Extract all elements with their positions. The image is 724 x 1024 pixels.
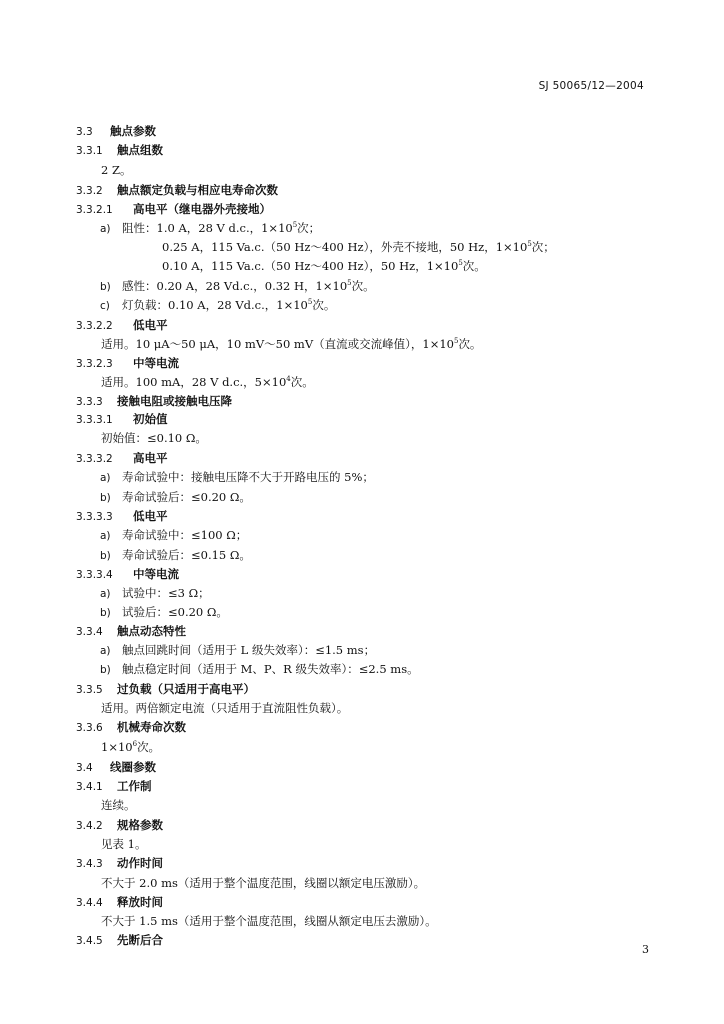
text-segment: 适用。两倍额定电流（只适用于直流阻性负载）。: [101, 701, 349, 715]
section-number: 3.4.4: [76, 897, 103, 909]
section-heading: [76, 682, 255, 697]
section-number: 3.3.3.2: [76, 453, 113, 465]
list-item: [100, 528, 247, 543]
section-number: 3.3.6: [76, 722, 103, 734]
section-heading: [76, 779, 152, 794]
section-number: 3.3.3.1: [76, 414, 113, 426]
text-segment: 感性：0.20 A，28 Vd.c.，0.32 H，1×10: [122, 279, 348, 293]
section-heading: [76, 933, 163, 948]
body-text: [101, 701, 348, 715]
text-segment: 初始值：≤0.10 Ω。: [101, 431, 207, 445]
section-heading: [76, 143, 163, 158]
list-item: [100, 221, 320, 236]
text-segment: 次。: [458, 337, 482, 351]
section-heading: [76, 818, 163, 833]
section-heading: [76, 183, 278, 198]
section-number: 3.3.5: [76, 684, 103, 696]
section-title: 释放时间: [117, 895, 163, 909]
section-number: 3.3.2: [76, 185, 103, 197]
text-segment: 连续。: [101, 798, 136, 812]
list-marker: a): [100, 588, 111, 600]
list-item: [100, 548, 251, 563]
text-segment: 次。: [351, 279, 375, 293]
exponent: 5: [453, 337, 459, 345]
list-item: [100, 298, 335, 313]
section-number: 3.3.2.3: [76, 358, 113, 370]
section-number: 3.3.4: [76, 626, 103, 638]
section-heading: [76, 760, 156, 775]
section-title: 工作制: [117, 779, 152, 793]
list-marker: b): [100, 550, 111, 562]
section-number: 3.3.3: [76, 396, 103, 408]
body-text: [101, 337, 481, 351]
text-segment: 次。: [312, 298, 336, 312]
text-segment: 2 Z。: [101, 163, 132, 177]
text-segment: 适用。10 μA～50 μA，10 mV～50 mV（直流或交流峰值），1×10: [101, 337, 454, 351]
body-text: [101, 375, 314, 389]
section-heading: [76, 318, 168, 333]
text-segment: 0.10 A，115 Va.c.（50 Hz～400 Hz），50 Hz，1×10: [162, 259, 459, 273]
section-number: 3.3.3.3: [76, 511, 113, 523]
list-marker: b): [100, 492, 111, 504]
section-heading: [76, 124, 156, 139]
section-number: 3.3.1: [76, 145, 103, 157]
list-item: [100, 586, 210, 601]
section-title: 高电平: [133, 451, 168, 465]
body-text: [101, 914, 437, 928]
section-number: 3.3.2.1: [76, 204, 113, 216]
list-marker: a): [100, 223, 111, 235]
list-marker: b): [100, 281, 111, 293]
document-header: SJ 50065/12—2004: [538, 80, 644, 92]
list-item: [100, 605, 228, 620]
text-segment: 适用。100 mA，28 V d.c.，5×10: [101, 375, 287, 389]
section-heading: [76, 356, 179, 371]
section-heading: [76, 720, 186, 735]
body-text: [101, 431, 207, 445]
section-title: 触点额定负载与相应电寿命次数: [117, 183, 278, 197]
section-title: 低电平: [133, 318, 168, 332]
section-title: 触点组数: [117, 143, 163, 157]
section-title: 机械寿命次数: [117, 720, 186, 734]
section-number: 3.3: [76, 126, 93, 138]
section-heading: [76, 451, 168, 466]
section-title: 先断后合: [117, 933, 163, 947]
text-segment: 灯负载：0.10 A，28 Vd.c.，1×10: [122, 298, 308, 312]
section-title: 高电平（继电器外壳接地）: [133, 202, 271, 216]
section-heading: [76, 412, 168, 427]
exponent: 4: [286, 375, 291, 383]
section-title: 动作时间: [117, 856, 163, 870]
text-segment: 触点回跳时间（适用于 L 级失效率）：≤1.5 ms；: [122, 643, 376, 657]
list-marker: c): [100, 300, 110, 312]
text-segment: 次。: [137, 740, 161, 754]
page-number: 3: [642, 943, 649, 956]
list-marker: a): [100, 530, 111, 542]
exponent: 5: [347, 279, 352, 287]
text-segment: 次；: [531, 240, 555, 254]
section-heading: [76, 856, 163, 871]
section-title: 触点动态特性: [117, 624, 186, 638]
section-number: 3.4.2: [76, 820, 103, 832]
text-segment: 试验中：≤3 Ω；: [122, 586, 210, 600]
body-text: [101, 837, 146, 851]
section-heading: [76, 895, 163, 910]
section-title: 初始值: [133, 412, 168, 426]
list-item: [100, 490, 251, 505]
text-segment: 次。: [290, 375, 314, 389]
text-segment: 次；: [297, 221, 321, 235]
body-text: [101, 740, 160, 754]
text-segment: 寿命试验中：≤100 Ω；: [122, 528, 248, 542]
exponent: 6: [132, 740, 138, 748]
section-number: 3.4.1: [76, 781, 103, 793]
text-segment: 1×10: [101, 740, 133, 754]
section-title: 接触电阻或接触电压降: [117, 394, 232, 408]
body-text: [101, 163, 131, 177]
exponent: 5: [292, 221, 298, 229]
section-number: 3.3.2.2: [76, 320, 113, 332]
text-segment: 不大于 1.5 ms（适用于整个温度范围，线圈从额定电压去激励）。: [101, 914, 437, 928]
list-marker: a): [100, 645, 111, 657]
list-marker: b): [100, 607, 111, 619]
list-item: [100, 279, 375, 294]
list-item: [100, 470, 374, 485]
section-heading: [76, 394, 232, 409]
section-title: 过负载（只适用于高电平）: [117, 682, 255, 696]
section-title: 低电平: [133, 509, 168, 523]
body-text: [162, 259, 486, 273]
text-segment: 触点稳定时间（适用于 M、P、R 级失效率）：≤2.5 ms。: [122, 662, 419, 676]
list-marker: a): [100, 472, 111, 484]
section-title: 规格参数: [117, 818, 163, 832]
exponent: 5: [458, 259, 463, 267]
text-segment: 不大于 2.0 ms（适用于整个温度范围，线圈以额定电压激励）。: [101, 876, 426, 890]
text-segment: 见表 1。: [101, 837, 147, 851]
list-marker: b): [100, 664, 111, 676]
body-text: [101, 798, 136, 812]
section-title: 触点参数: [110, 124, 156, 138]
section-heading: [76, 624, 186, 639]
exponent: 5: [307, 298, 313, 306]
text-segment: 寿命试验中：接触电压降不大于开路电压的 5%；: [122, 470, 374, 484]
list-item: [100, 662, 419, 677]
section-number: 3.4.5: [76, 935, 103, 947]
body-text: [101, 876, 425, 890]
section-number: 3.3.3.4: [76, 569, 113, 581]
text-segment: 次。: [462, 259, 486, 273]
text-segment: 寿命试验后：≤0.20 Ω。: [122, 490, 251, 504]
section-title: 中等电流: [133, 356, 179, 370]
section-heading: [76, 202, 271, 217]
section-heading: [76, 509, 168, 524]
section-title: 线圈参数: [110, 760, 156, 774]
body-text: [162, 240, 555, 254]
exponent: 5: [527, 240, 532, 248]
text-segment: 寿命试验后：≤0.15 Ω。: [122, 548, 251, 562]
section-heading: [76, 567, 179, 582]
list-item: [100, 643, 375, 658]
text-segment: 阻性：1.0 A，28 V d.c.，1×10: [122, 221, 293, 235]
section-number: 3.4: [76, 762, 93, 774]
text-segment: 试验后：≤0.20 Ω。: [122, 605, 228, 619]
section-title: 中等电流: [133, 567, 179, 581]
text-segment: 0.25 A，115 Va.c.（50 Hz～400 Hz），外壳不接地，50 Hz，1×10: [162, 240, 528, 254]
section-number: 3.4.3: [76, 858, 103, 870]
